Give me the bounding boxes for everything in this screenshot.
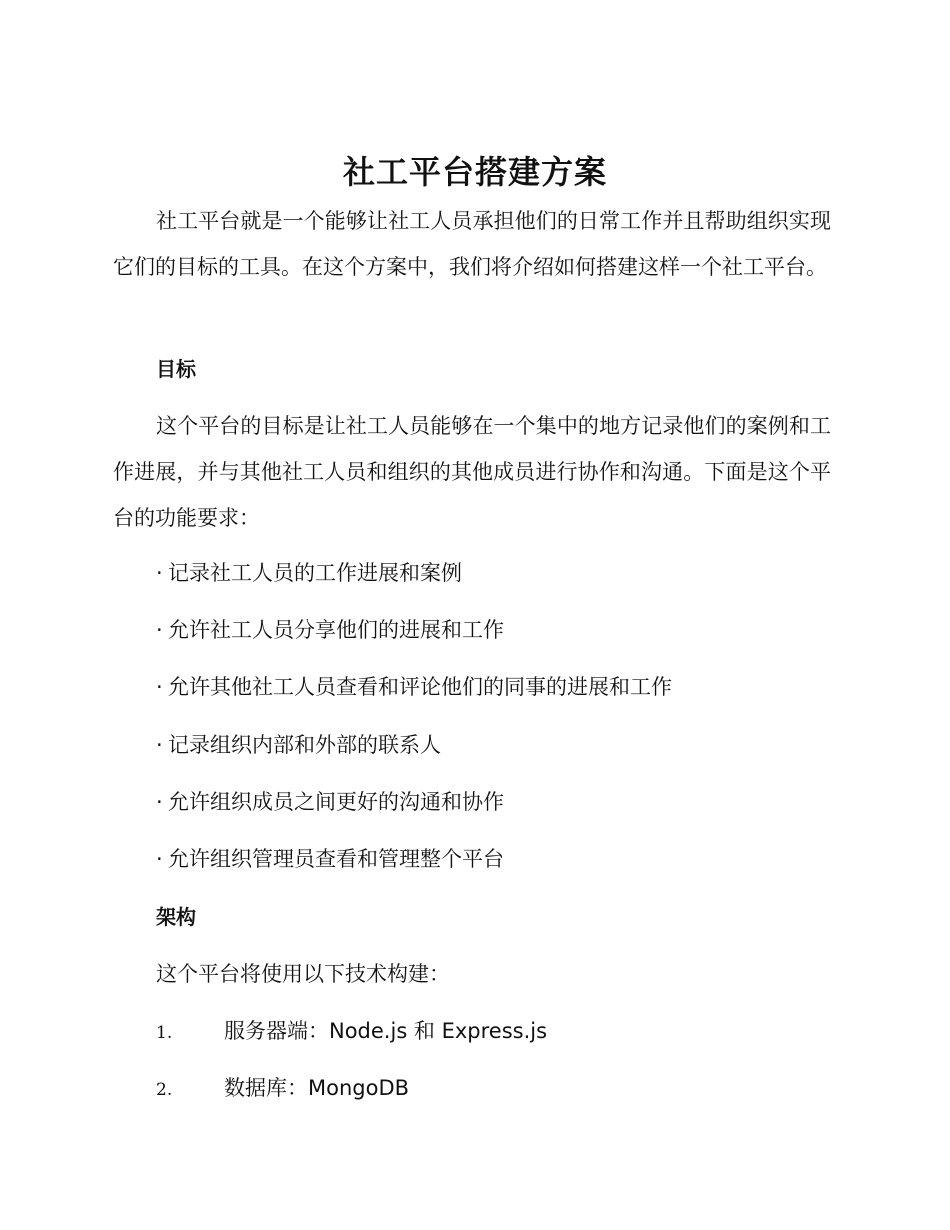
document-title: 社工平台搭建方案: [342, 153, 607, 191]
requirement-item: [156, 787, 504, 817]
architecture-item: [156, 1073, 856, 1105]
requirement-item: [156, 730, 441, 760]
requirement-text: 允许组织成员之间更好的沟通和协作: [168, 790, 504, 814]
requirement-item: [156, 672, 672, 702]
requirement-item: [156, 844, 504, 874]
requirement-text: 允许其他社工人员查看和评论他们的同事的进展和工作: [168, 675, 672, 699]
bullet-dot: ·: [156, 733, 163, 757]
goal-heading: 目标: [156, 357, 196, 381]
item-number: 2.: [156, 1080, 173, 1100]
item-number: 1.: [156, 1023, 173, 1043]
architecture-intro: 这个平台将使用以下技术构建：: [156, 962, 450, 986]
bullet-dot: ·: [156, 675, 163, 699]
item-text: 服务器端：Node.js 和 Express.js: [224, 1019, 548, 1043]
architecture-item: [156, 1016, 856, 1048]
requirement-text: 允许组织管理员查看和管理整个平台: [168, 847, 504, 871]
architecture-heading: 架构: [156, 905, 196, 929]
item-text: 数据库：MongoDB: [224, 1076, 410, 1100]
requirement-item: [156, 558, 462, 588]
requirement-text: 记录社工人员的工作进展和案例: [168, 561, 462, 585]
requirement-text: 记录组织内部和外部的联系人: [168, 733, 441, 757]
requirement-item: [156, 615, 504, 645]
goal-paragraph: 这个平台的目标是让社工人员能够在一个集中的地方记录他们的案例和工作进展，并与其他社工人员和组织的其他成员进行协作和沟通。下面是这个平台的功能要求：: [113, 414, 831, 530]
intro-paragraph: 社工平台就是一个能够让社工人员承担他们的日常工作并且帮助组织实现它们的目标的工具。在这个方案中，我们将介绍如何搭建这样一个社工平台。: [113, 209, 831, 279]
bullet-dot: ·: [156, 561, 163, 585]
requirement-text: 允许社工人员分享他们的进展和工作: [168, 618, 504, 642]
bullet-dot: ·: [156, 847, 163, 871]
bullet-dot: ·: [156, 790, 163, 814]
bullet-dot: ·: [156, 618, 163, 642]
